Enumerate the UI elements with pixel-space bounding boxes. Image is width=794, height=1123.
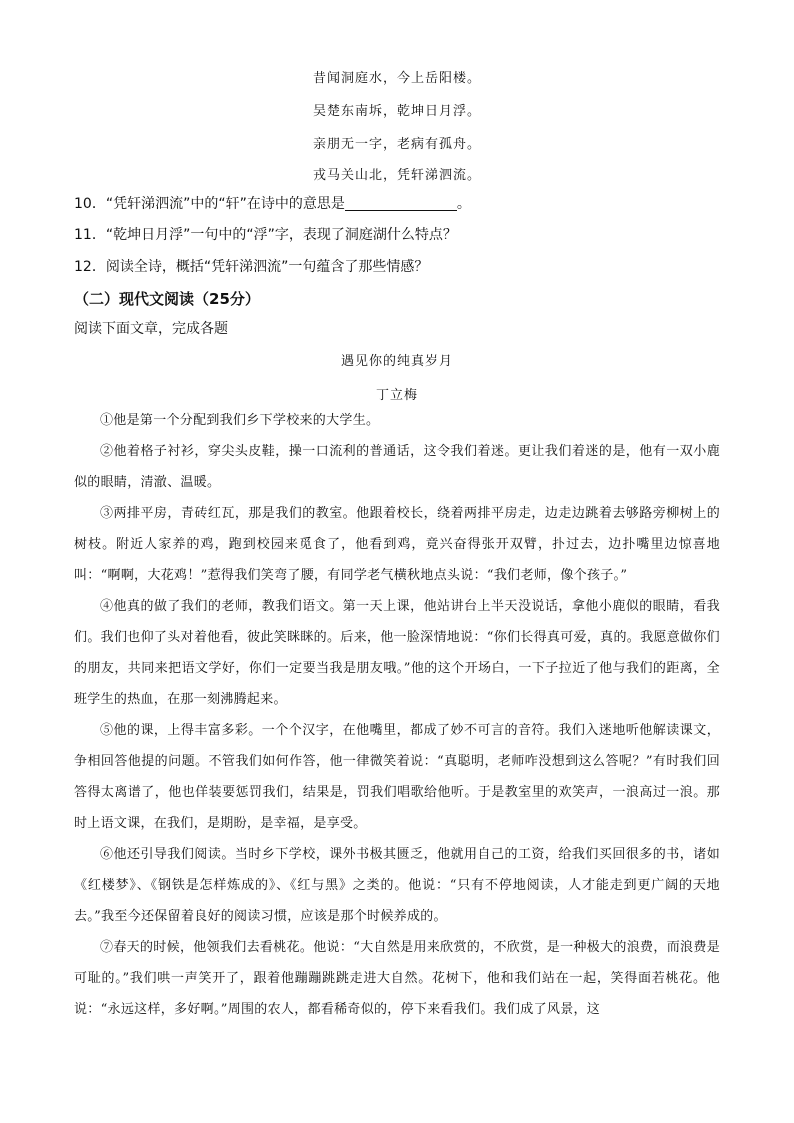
reading-instruction: 阅读下面文章，完成各题 <box>74 321 228 337</box>
paragraph-7: ⑦春天的时候，他领我们去看桃花。他说：“大自然是用来欣赏的，不欣赏，是一种极大的浪费，而浪费是可耻的。”我们哄一声笑开了，跟着他蹦蹦跳跳走进大自然。花树下，他和我们站在一起，笑得面若桃花。他说：“永远这样，多好啊。”周围的农人，都看稀奇似的，停下来看我们。我们成了风景，这 <box>74 940 720 1017</box>
poem-line-4: 戎马关山北，凭轩涕泗流。 <box>312 168 481 183</box>
paragraph-3: ③两排平房，青砖红瓦，那是我们的教室。他跟着校长，绕着两排平房走，边走边跳着去够路旁柳树上的树枝。附近人家养的鸡，跑到校园来觅食了，他看到鸡，竟兴奋得张开双臂，扑过去，边扑嘴里边惊喜地叫：“啊啊，大花鸡！”惹得我们笑弯了腰，有同学老气横秋地点头说：“我们老师，像个孩子。” <box>74 506 720 583</box>
poem-line-1: 昔闻洞庭水，今上岳阳楼。 <box>312 71 481 86</box>
question-10-text: 10．“凭轩涕泗流”中的“轩”在诗中的意思是 <box>74 196 345 212</box>
paragraph-5: ⑤他的课，上得丰富多彩。一个个汉字，在他嘴里，都成了妙不可言的音符。我们入迷地听他解读课文，争相回答他提的问题。不管我们如何作答，他一律微笑着说：“真聪明，老师咋没想到这么答呢？”有时我们回答得太离谱了，他也佯装要惩罚我们，结果是，罚我们唱歌给他听。于是教室里的欢笑声，一浪高过一浪。那时上语文课，在我们，是期盼，是幸福，是享受。 <box>74 723 720 831</box>
question-10 <box>74 193 471 213</box>
article-author: 丁立梅 <box>375 388 418 403</box>
question-12: 12．阅读全诗，概括“凭轩涕泗流”一句蕴含了那些情感？ <box>74 259 429 275</box>
paragraph-2: ②他着格子衬衫，穿尖头皮鞋，操一口流利的普通话，这令我们着迷。更让我们着迷的是，他有一双小鹿似的眼睛，清澈、温暖。 <box>74 444 720 490</box>
paragraph-6: ⑥他还引导我们阅读。当时乡下学校，课外书极其匮乏，他就用自己的工资，给我们买回很多的书，诸如《红楼梦》、《钢铁是怎样炼成的》、《红与黑》之类的。他说：“只有不停地阅读，人才能走到更广阔的天地去。”我至今还保留着良好的阅读习惯，应该是那个时候养成的。 <box>74 847 720 924</box>
question-10-end: 。 <box>456 196 471 212</box>
paragraph-4: ④他真的做了我们的老师，教我们语文。第一天上课，他站讲台上半天没说话，拿他小鹿似的眼睛，看我们。我们也仰了头对着他看，彼此笑眯眯的。后来，他一脸深情地说：“你们长得真可爱，真的。我愿意做你们的朋友，共同来把语文学好，你们一定要当我是朋友哦。”他的这个开场白，一下子拉近了他与我们的距离，全班学生的热血，在那一刻沸腾起来。 <box>74 599 720 707</box>
section-heading: （二）现代文阅读（25分） <box>74 290 260 308</box>
poem-line-2: 吴楚东南坼，乾坤日月浮。 <box>312 104 481 119</box>
answer-blank[interactable] <box>345 196 457 211</box>
article-title: 遇见你的纯真岁月 <box>340 354 453 369</box>
poem-line-3: 亲朋无一字，老病有孤舟。 <box>312 137 481 152</box>
question-11: 11．“乾坤日月浮”一句中的“浮”字，表现了洞庭湖什么特点？ <box>74 227 457 243</box>
paragraph-1: ①他是第一个分配到我们乡下学校来的大学生。 <box>100 413 380 428</box>
article-body <box>74 405 720 1025</box>
